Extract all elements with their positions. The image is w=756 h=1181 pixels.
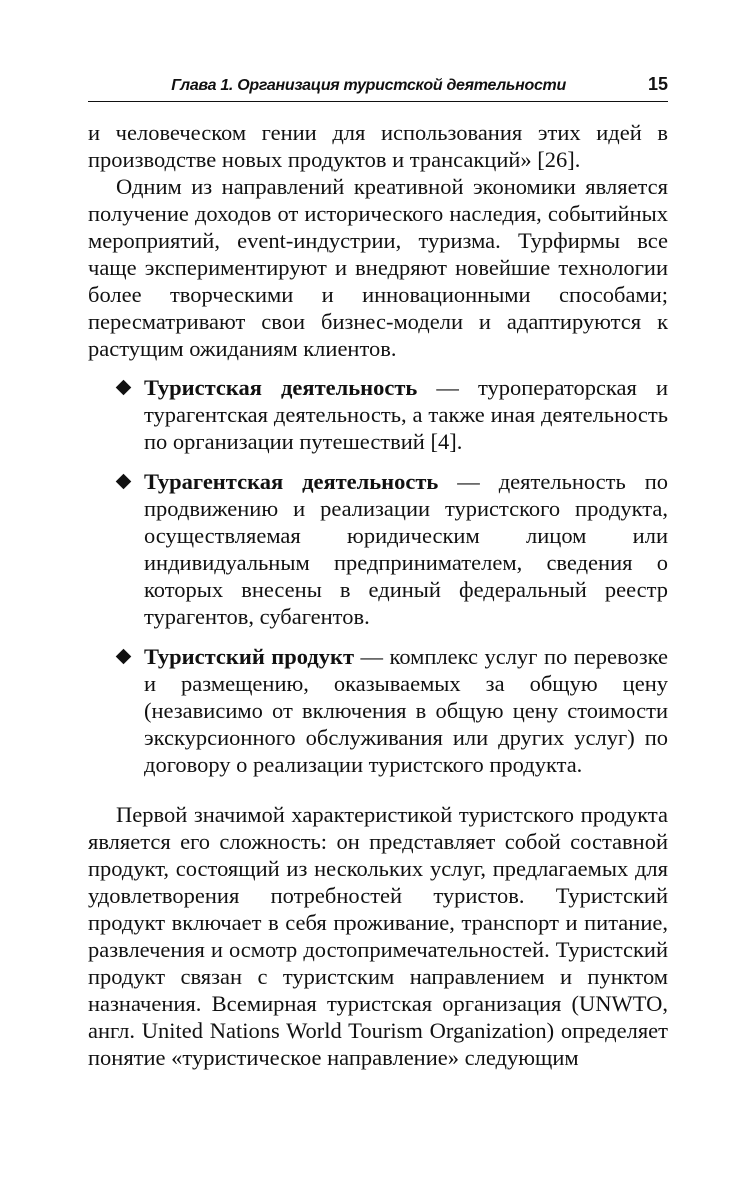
paragraph-continuation: и человеческом гении для использования этих идей в производстве новых продуктов и трансакций» [26]. — [88, 120, 668, 172]
paragraph-product-complexity: Первой значимой характеристикой туристского продукта является его сложность: он представляет собой составной продукт, состоящий из нескольких услуг, предлагаемых для удовлетворения потребностей туристов. Туристский продукт включает в себя проживание, транспорт и питание, развлечения и осмотр достопримечательностей. Туристский продукт связан с туристским направлением и пунктом назначения. Всемирная туристская организация (UNWTO, англ. United Nations World Tourism Organization) определяет понятие «туристическое направление» следующим — [88, 802, 668, 1070]
definitions-list — [88, 374, 668, 778]
definition-term: Туристский продукт — [144, 644, 355, 669]
definition-term: Турагентская деятельность — [144, 469, 439, 494]
definition-text: — комплекс услуг по перевозке и размещению, оказываемых за общую цену (независимо от включения в общую цену стоимости экскурсионного обслуживания или других услуг) по договору о реализации туристского продукта. — [144, 644, 668, 777]
page-number: 15 — [647, 74, 668, 94]
body-text — [88, 119, 668, 1071]
definition-text: — деятельность по продвижению и реализации туристского продукта, осуществляемая юридическим лицом или индивидуальным предпринимателем, сведения о которых внесены в единый федеральный реестр турагентов, субагентов. — [144, 469, 668, 629]
definition-item — [116, 374, 668, 455]
definition-item — [116, 643, 668, 778]
chapter-title: Организация туристской деятельности — [237, 77, 566, 94]
definition-term: Туристская деятельность — [144, 375, 418, 400]
paragraph-creative-economy: Одним из направлений креативной экономики является получение доходов от исторического наследия, событийных мероприятий, event-индустрии, туризма. Турфирмы все чаще экспериментируют и внедряют новейшие технологии более творческими и инновационными способами; пересматривают свои бизнес-модели и адаптируются к растущим ожиданиям клиентов. — [88, 174, 668, 361]
chapter-label: Глава 1. — [171, 77, 234, 94]
running-header — [88, 72, 668, 102]
diamond-bullet-icon — [116, 649, 132, 665]
book-page — [88, 72, 668, 1071]
running-head — [171, 77, 566, 95]
diamond-bullet-icon — [116, 474, 132, 490]
diamond-bullet-icon — [116, 380, 132, 396]
definition-item — [116, 468, 668, 630]
definition-text: — туроператорская и турагентская деятельность, а также иная деятельность по организации путешествий [4]. — [144, 375, 668, 454]
